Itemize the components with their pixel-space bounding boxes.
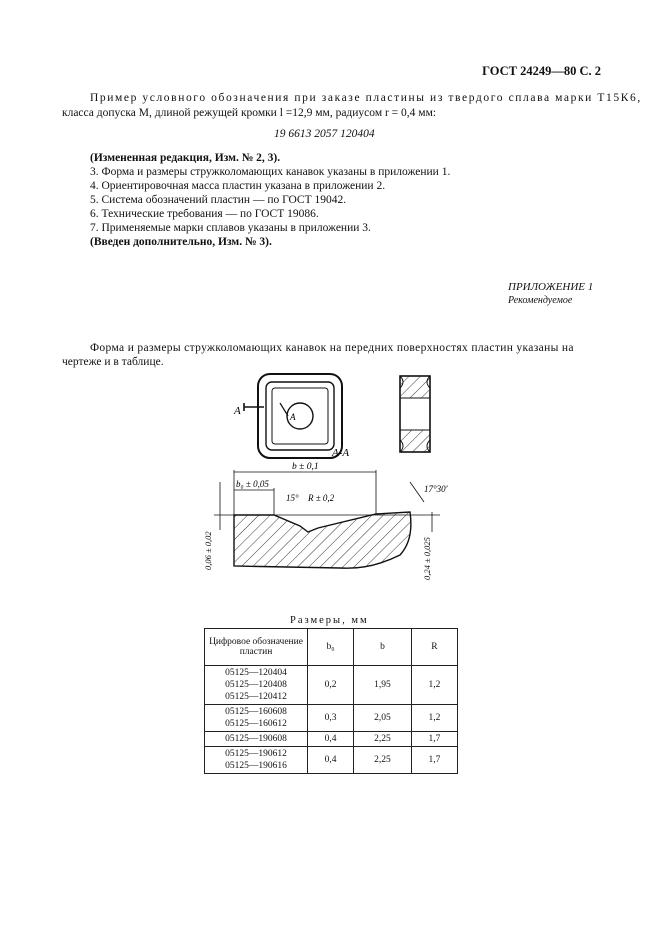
label-height: 0,24 ± 0,025 (422, 537, 432, 580)
table-row (205, 666, 458, 705)
appendix-subtitle: Рекомендуемое (508, 295, 573, 306)
item-5: 5. Система обозначений пластин — по ГОСТ 19042. (90, 194, 347, 206)
label-depth: 0,06 ± 0,02 (203, 531, 213, 570)
r-cell: 1,2 (411, 666, 457, 705)
label-a-left: A (234, 405, 241, 417)
b0-cell: 0,3 (308, 705, 354, 732)
col-header-code: Цифровое обозначение пластин (205, 629, 308, 666)
code-cell: 05125—160608 (225, 707, 287, 717)
page-header: ГОСТ 24249—80 С. 2 (482, 64, 601, 78)
groove-drawing (200, 370, 460, 590)
b-cell: 2,05 (354, 705, 412, 732)
code-cell: 05125—190616 (225, 761, 287, 771)
item-6: 6. Технические требования — по ГОСТ 19086. (90, 208, 319, 220)
label-section: A-A (332, 447, 350, 459)
code-cell: 05125—120404 (225, 668, 287, 678)
col-header-b0: b₀ (308, 629, 354, 666)
appendix-title: ПРИЛОЖЕНИЕ 1 (508, 281, 594, 293)
item-introduced: (Введен дополнительно, Изм. № 3). (90, 236, 272, 248)
r-cell: 1,2 (411, 705, 457, 732)
dimensions-table (204, 628, 458, 774)
example-line-1: Пример условного обозначения при заказе пластины из твердого сплава марки Т15К6, (90, 92, 642, 104)
label-angle-17: 17°30′ (424, 484, 448, 494)
b-cell: 1,95 (354, 666, 412, 705)
item-7: 7. Применяемые марки сплавов указаны в приложении 3. (90, 222, 371, 234)
item-4: 4. Ориентировочная масса пластин указана в приложении 2. (90, 180, 386, 192)
insert-side-section (400, 376, 430, 452)
r-cell: 1,7 (411, 747, 457, 774)
code-cell: 05125—160612 (225, 719, 287, 729)
b-cell: 2,25 (354, 732, 412, 747)
table-row (205, 705, 458, 732)
b-cell: 2,25 (354, 747, 412, 774)
label-b0: b₀ ± 0,05 (236, 479, 269, 489)
label-b: b ± 0,1 (292, 462, 319, 472)
label-r: R ± 0,2 (308, 493, 335, 503)
label-a-inner: A (290, 412, 296, 422)
intro-line-1: Форма и размеры стружколомающих канавок на передних поверхностях пластин указаны на (90, 342, 574, 354)
code-cell: 05125—190612 (225, 749, 287, 759)
intro-line-2: чертеже и в таблице. (62, 356, 164, 368)
table-row (205, 747, 458, 774)
code-cell: 05125—120408 (225, 680, 287, 690)
example-line-2: класса допуска М, длиной режущей кромки l =12,9 мм, радиусом r = 0,4 мм: (62, 107, 437, 119)
b0-cell: 0,4 (308, 747, 354, 774)
b0-cell: 0,2 (308, 666, 354, 705)
table-row (205, 732, 458, 747)
code-cell: 05125—190608 (225, 734, 287, 744)
r-cell: 1,7 (411, 732, 457, 747)
designation: 19 6613 2057 120404 (274, 128, 375, 140)
item-revision: (Измененная редакция, Изм. № 2, 3). (90, 152, 281, 164)
code-cell: 05125—120412 (225, 692, 287, 702)
b0-cell: 0,4 (308, 732, 354, 747)
label-angle-15: 15° (286, 493, 299, 503)
col-header-r: R (411, 629, 457, 666)
table-caption: Размеры, мм (290, 615, 369, 626)
item-3: 3. Форма и размеры стружколомающих канавок указаны в приложении 1. (90, 166, 451, 178)
col-header-b: b (354, 629, 412, 666)
